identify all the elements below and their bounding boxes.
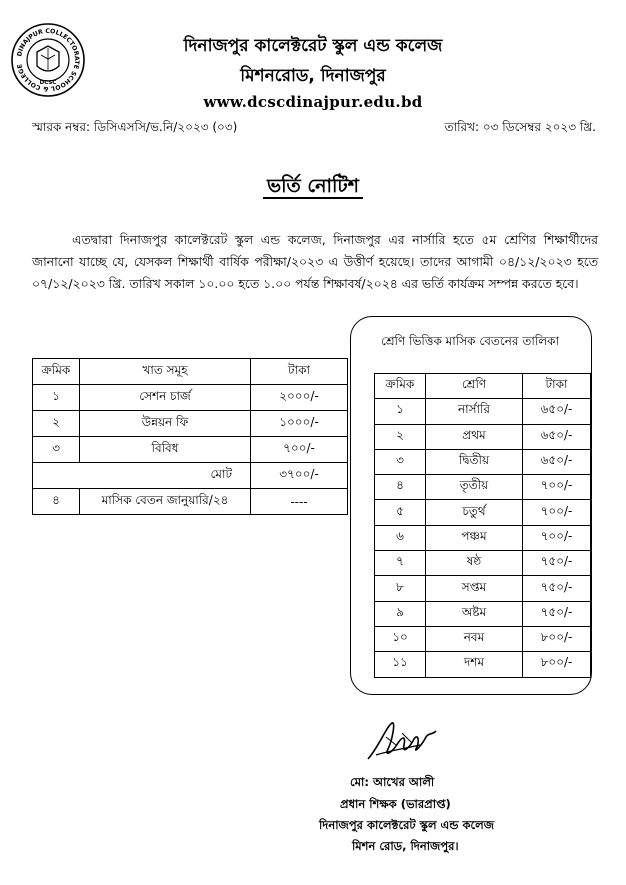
monthly-amount: ৬৫০/- (523, 449, 591, 474)
fee-serial: ২ (33, 411, 80, 437)
table-row (375, 399, 591, 424)
table-row (33, 489, 348, 515)
monthly-header-amount: টাকা (523, 374, 591, 399)
monthly-class: অষ্টম (426, 601, 523, 626)
table-row (375, 475, 591, 500)
fee-header-serial: ক্রমিক (33, 359, 80, 385)
monthly-amount: ৭০০/- (523, 500, 591, 525)
fee-amount: ---- (251, 489, 348, 515)
website-url: www.dcscdinajpur.edu.bd (203, 93, 423, 111)
institution-name: দিনাজপুর কালেক্টরেট স্কুল এন্ড কলেজ (183, 36, 443, 56)
fee-serial: ৩ (33, 437, 80, 463)
institution-address: মিশনরোড, দিনাজপুর (240, 66, 386, 86)
monthly-serial: ১০ (375, 626, 426, 651)
table-row (33, 385, 348, 411)
memo-number: স্মারক নম্বর: ডিসিএসসি/ভ.নি/২০২৩ (০৩) (32, 120, 238, 134)
monthly-fee-header (375, 374, 591, 399)
monthly-serial: ৪ (375, 475, 426, 500)
table-row (375, 652, 591, 677)
table-row (375, 576, 591, 601)
monthly-header-serial: ক্রমিক (375, 374, 426, 399)
monthly-class: প্রথম (426, 424, 523, 449)
monthly-serial: ১১ (375, 652, 426, 677)
fee-serial: ১ (33, 385, 80, 411)
fee-table-header (33, 359, 348, 385)
fee-total-label: মোট (33, 463, 251, 489)
monthly-serial: ৫ (375, 500, 426, 525)
table-row (375, 500, 591, 525)
fee-header-item: খাত সমূহ (80, 359, 251, 385)
monthly-amount: ৬৫০/- (523, 424, 591, 449)
monthly-serial: ২ (375, 424, 426, 449)
signatory-name: মো: আখের আলী (350, 775, 435, 789)
signatory-designation: প্রধান শিক্ষক (ভারপ্রাপ্ত) (340, 797, 451, 811)
monthly-class: ষষ্ঠ (426, 551, 523, 576)
monthly-serial: ৭ (375, 551, 426, 576)
monthly-fee-caption: শ্রেণি ভিত্তিক মাসিক বেতনের তালিকা (380, 334, 560, 348)
monthly-amount: ৮০০/- (523, 626, 591, 651)
monthly-class: দশম (426, 652, 523, 677)
monthly-serial: ৬ (375, 525, 426, 550)
notice-date: তারিখ: ০৩ ডিসেম্বর ২০২৩ খ্রি. (444, 120, 596, 134)
table-row (375, 551, 591, 576)
monthly-class: পঞ্চম (426, 525, 523, 550)
notice-body-text: এতদ্বারা দিনাজপুর কালেক্টরেট স্কুল এন্ড কলেজ, দিনাজপুর এর নার্সারি হতে ৫ম শ্রেণির শিক্ষার্থীদের জানানো যাচ্ছে যে, যেসকল শিক্ষার্থী বার্ষিক পরীক্ষা/২০২৩ এ উত্তীর্ণ হয়েছে। তাদের আগামী ০৪/১২/২০২৩ হতে ০৭/১২/২০২৩ খ্রি. তারিখ সকাল ১০.০০ হতে ১.০০ পর্যন্ত শিক্ষাবর্ষ/২০২৪ এর ভর্তি কার্যক্রম সম্পন্ন করতে হবে। (32, 232, 598, 291)
fee-item: বিবিধ (80, 437, 251, 463)
monthly-class: সপ্তম (426, 576, 523, 601)
table-row (375, 424, 591, 449)
monthly-amount: ৭০০/- (523, 475, 591, 500)
notice-title-text: ভর্তি নোটিশ (263, 175, 363, 199)
fee-total-row (33, 463, 348, 489)
fee-item: উন্নয়ন ফি (80, 411, 251, 437)
monthly-amount: ৭৫০/- (523, 551, 591, 576)
table-row (375, 601, 591, 626)
fee-header-amount: টাকা (251, 359, 348, 385)
table-row (375, 525, 591, 550)
monthly-serial: ৯ (375, 601, 426, 626)
monthly-class: তৃতীয় (426, 475, 523, 500)
monthly-amount: ৮০০/- (523, 652, 591, 677)
fee-serial: ৪ (33, 489, 80, 515)
table-row (375, 626, 591, 651)
monthly-class: নবম (426, 626, 523, 651)
fee-item: মাসিক বেতন জানুয়ারি/২৪ (80, 489, 251, 515)
table-row (375, 449, 591, 474)
monthly-header-class: শ্রেণি (426, 374, 523, 399)
signature (362, 715, 442, 767)
logo-ring-text: DINAJPUR COLLECTORATE SCHOOL & COLLEGE (16, 27, 81, 93)
fee-amount: ১০০০/- (251, 411, 348, 437)
monthly-serial: ৮ (375, 576, 426, 601)
monthly-fee-table (374, 373, 591, 678)
monthly-amount: ৭৫০/- (523, 576, 591, 601)
monthly-class: চতুর্থ (426, 500, 523, 525)
signatory-institution: দিনাজপুর কালেক্টরেট স্কুল এন্ড কলেজ (319, 818, 494, 832)
table-row (33, 411, 348, 437)
notice-title (0, 172, 626, 204)
logo-bottom-text: DCSC (39, 80, 57, 86)
fee-amount: ২০০০/- (251, 385, 348, 411)
monthly-serial: ১ (375, 399, 426, 424)
monthly-amount: ৭০০/- (523, 525, 591, 550)
signatory-address: মিশন রোড, দিনাজপুর। (352, 839, 459, 853)
fee-amount: ৭০০/- (251, 437, 348, 463)
monthly-amount: ৬৫০/- (523, 399, 591, 424)
fee-item: সেশন চার্জ (80, 385, 251, 411)
monthly-amount: ৭৫০/- (523, 601, 591, 626)
fee-table (32, 358, 348, 515)
monthly-class: দ্বিতীয় (426, 449, 523, 474)
notice-body (32, 229, 598, 295)
table-row (33, 437, 348, 463)
fee-total-amount: ৩৭০০/- (251, 463, 348, 489)
monthly-class: নার্সারি (426, 399, 523, 424)
monthly-serial: ৩ (375, 449, 426, 474)
